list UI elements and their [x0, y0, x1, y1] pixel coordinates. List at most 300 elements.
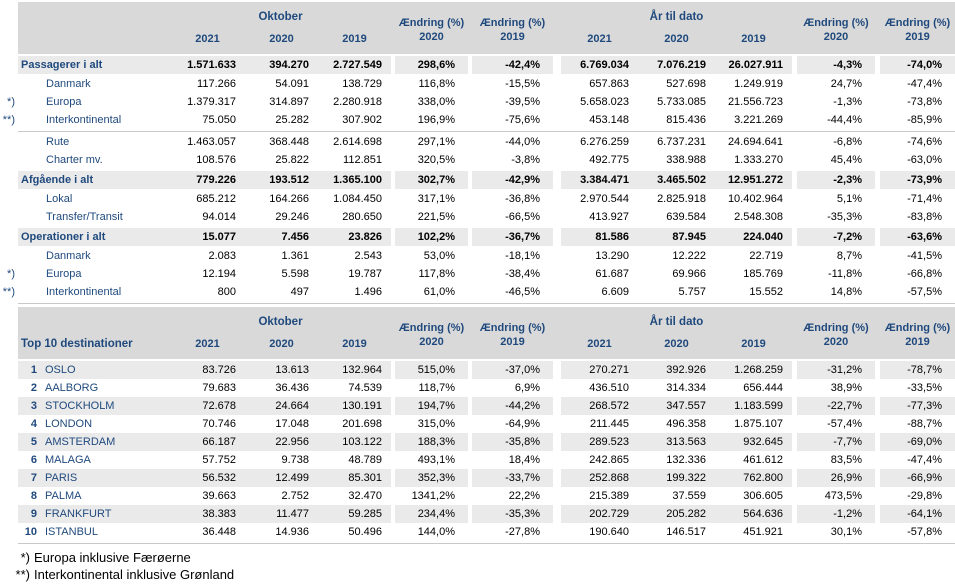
change-cell: -77,3% — [880, 397, 955, 415]
footnote-text: Interkontinental inklusive Grønland — [34, 567, 235, 582]
year-column-header: 2021 — [587, 337, 612, 350]
change-column-header — [880, 317, 955, 349]
footnote-marker: **) — [2, 286, 15, 298]
value-cell: 1.571.633 — [170, 56, 245, 74]
row-label — [18, 505, 170, 523]
value-cell: 117.266 — [197, 78, 236, 90]
change-cell: -63,6% — [880, 228, 955, 246]
value-cell: 12.194 — [202, 268, 236, 280]
month-group-header: Oktober — [258, 316, 303, 328]
change-cell: -36,8% — [505, 193, 540, 205]
footnote-marker — [0, 505, 18, 523]
top10-table-header — [0, 307, 955, 359]
value-cell: 5.658.023 — [580, 96, 629, 108]
change-cell: 6,9% — [514, 382, 540, 394]
value-cell: 75.050 — [202, 114, 236, 126]
group-gap — [553, 93, 561, 111]
footnote-marker — [0, 523, 18, 541]
change-cell: -1,2% — [797, 505, 875, 523]
destination-row — [0, 433, 955, 451]
group-gap — [553, 265, 561, 283]
year-column-header: 2020 — [269, 32, 294, 45]
footnote-marker — [0, 415, 18, 433]
change-cell: -66,8% — [907, 268, 942, 280]
change-cell: -6,8% — [833, 136, 862, 148]
change-cell: -18,1% — [505, 250, 540, 262]
value-cell: 54.091 — [275, 78, 309, 90]
value-cell: 215.389 — [589, 490, 629, 502]
value-cell: 26.027.911 — [715, 56, 792, 74]
footnote-marker — [0, 469, 18, 487]
top10-table-body — [0, 361, 955, 541]
data-row — [0, 93, 955, 111]
change-cell: 117,8% — [418, 268, 455, 280]
value-cell: 11.477 — [245, 505, 318, 523]
row-label — [18, 433, 170, 451]
value-cell: 2.083 — [208, 250, 236, 262]
change-year: 2020 — [823, 336, 849, 348]
row-label: Danmark — [46, 78, 91, 90]
footnote-interkontinental — [6, 566, 955, 583]
change-cell: 196,9% — [417, 114, 455, 126]
row-label — [18, 415, 170, 433]
top10-table — [0, 307, 955, 544]
value-cell: 657.863 — [589, 78, 629, 90]
change-cell: 338,0% — [417, 96, 455, 108]
change-column-header — [880, 12, 955, 44]
value-cell: 2.825.918 — [657, 193, 706, 205]
value-cell: 7.076.219 — [638, 56, 715, 74]
destination-name: AMSTERDAM — [45, 436, 116, 448]
value-cell: 1.365.100 — [318, 171, 391, 189]
change-cell: -22,7% — [797, 397, 875, 415]
ytd-group-header: År til dato — [649, 316, 704, 328]
value-cell: 14.936 — [275, 526, 309, 538]
value-cell: 685.212 — [196, 193, 236, 205]
change-year: 2019 — [905, 31, 930, 43]
change-cell: 30,1% — [830, 526, 862, 538]
value-cell: 307.902 — [342, 114, 382, 126]
footnote-marker — [0, 247, 18, 265]
change-cell: -29,8% — [907, 490, 942, 502]
data-row — [0, 111, 955, 129]
destination-row — [0, 451, 955, 469]
value-cell: 37.559 — [672, 490, 706, 502]
section-divider — [18, 131, 955, 132]
change-cell: 26,9% — [797, 469, 875, 487]
change-label: Ændring (%) — [398, 17, 465, 29]
change-cell: 298,6% — [395, 56, 468, 74]
change-cell: -44,2% — [472, 397, 553, 415]
change-year: 2019 — [500, 31, 525, 43]
value-cell: 132.336 — [666, 454, 706, 466]
value-cell: 451.921 — [743, 526, 783, 538]
value-cell: 6.737.231 — [657, 136, 706, 148]
row-label — [18, 487, 170, 505]
value-cell: 108.576 — [196, 154, 236, 166]
group-gap — [553, 151, 561, 169]
year-column-header: 2020 — [269, 337, 294, 350]
value-cell: 25.822 — [275, 154, 309, 166]
traffic-table — [0, 2, 955, 304]
change-cell: -7,7% — [797, 433, 875, 451]
value-cell: 193.512 — [245, 171, 318, 189]
destination-name: MALAGA — [45, 454, 91, 466]
group-gap — [553, 379, 561, 397]
change-column-header — [472, 12, 553, 44]
destination-name: STOCKHOLM — [45, 400, 115, 412]
year-column-header: 2021 — [195, 337, 220, 350]
row-label: Interkontinental — [46, 286, 122, 298]
value-cell: 1.496 — [354, 286, 382, 298]
change-cell: 144,0% — [417, 526, 455, 538]
change-cell: -15,5% — [505, 78, 540, 90]
footnote-marker — [0, 75, 18, 93]
row-label: Lokal — [46, 193, 73, 205]
group-gap — [553, 247, 561, 265]
change-cell: -47,4% — [907, 454, 942, 466]
value-cell: 50.496 — [348, 526, 382, 538]
change-cell: -1,3% — [833, 96, 862, 108]
group-gap — [553, 415, 561, 433]
group-gap — [553, 190, 561, 208]
value-cell: 190.640 — [589, 526, 629, 538]
value-cell: 2.614.698 — [333, 136, 382, 148]
table-bottom-border — [18, 303, 955, 304]
change-cell: -11,8% — [827, 268, 862, 280]
rank-number: 3 — [30, 400, 37, 412]
change-cell: -85,9% — [907, 114, 942, 126]
value-cell: 10.402.964 — [727, 193, 783, 205]
value-cell: 3.465.502 — [638, 171, 715, 189]
value-cell: 2.727.549 — [318, 56, 391, 74]
change-cell: -33,5% — [907, 382, 942, 394]
change-cell: -73,9% — [880, 171, 955, 189]
data-row — [0, 283, 955, 301]
value-cell: 17.048 — [275, 418, 309, 430]
destination-name: AALBORG — [45, 382, 99, 394]
change-cell: -83,8% — [907, 211, 942, 223]
value-cell: 38.383 — [170, 505, 245, 523]
value-cell: 932.645 — [715, 433, 792, 451]
change-cell: -2,3% — [797, 171, 875, 189]
value-cell: 1.379.317 — [187, 96, 236, 108]
change-cell: -78,7% — [880, 361, 955, 379]
change-cell: 5,1% — [836, 193, 862, 205]
change-year: 2020 — [823, 31, 849, 43]
group-gap — [553, 397, 561, 415]
change-cell: -44,4% — [827, 114, 862, 126]
change-label: Ændring (%) — [884, 322, 951, 334]
group-gap — [553, 523, 561, 541]
value-cell: 6.769.034 — [561, 56, 638, 74]
value-cell: 15.552 — [749, 286, 783, 298]
value-cell: 497 — [290, 286, 309, 298]
destination-row — [0, 415, 955, 433]
value-cell: 2.543 — [354, 250, 382, 262]
change-column-header — [797, 12, 875, 44]
data-row — [0, 247, 955, 265]
value-cell: 83.726 — [170, 361, 245, 379]
footnote-marker: *) — [7, 268, 15, 280]
change-cell: -3,8% — [511, 154, 540, 166]
year-column-header: 2019 — [741, 337, 766, 350]
change-cell: -57,4% — [827, 418, 862, 430]
change-label: Ændring (%) — [803, 322, 869, 334]
data-row — [0, 208, 955, 226]
footnote-marker — [0, 433, 18, 451]
footnote-marker — [0, 379, 18, 397]
year-column-header: 2021 — [195, 32, 220, 45]
value-cell: 32.470 — [348, 490, 382, 502]
value-cell: 413.927 — [589, 211, 629, 223]
value-cell: 461.612 — [743, 454, 783, 466]
footnote-europa — [6, 549, 955, 566]
value-cell: 7.456 — [245, 228, 318, 246]
header-spacer — [0, 2, 170, 54]
destination-name: FRANKFURT — [45, 508, 112, 520]
footnotes — [0, 549, 955, 583]
value-cell: 29.246 — [275, 211, 309, 223]
value-cell: 12.499 — [245, 469, 318, 487]
value-cell: 56.532 — [170, 469, 245, 487]
change-cell: 24,7% — [830, 78, 862, 90]
value-cell: 1.183.599 — [715, 397, 792, 415]
value-cell: 87.945 — [638, 228, 715, 246]
data-row — [0, 151, 955, 169]
change-cell: -63,0% — [907, 154, 942, 166]
value-cell: 392.926 — [638, 361, 715, 379]
value-cell: 205.282 — [638, 505, 715, 523]
rank-number: 7 — [30, 472, 37, 484]
value-cell: 3.384.471 — [561, 171, 638, 189]
data-row — [0, 75, 955, 93]
value-cell: 639.584 — [666, 211, 706, 223]
group-gap — [553, 133, 561, 151]
footnote-marker — [0, 190, 18, 208]
group-gap — [553, 208, 561, 226]
value-cell: 70.746 — [202, 418, 236, 430]
footnote-marker — [0, 208, 18, 226]
group-gap — [553, 56, 561, 74]
change-cell: 1341,2% — [411, 490, 455, 502]
value-cell: 132.964 — [318, 361, 391, 379]
change-cell: -41,5% — [907, 250, 942, 262]
footnote-marker: *) — [7, 96, 15, 108]
group-gap — [553, 75, 561, 93]
change-column-header — [395, 12, 468, 44]
change-cell: -66,5% — [505, 211, 540, 223]
value-cell: 252.868 — [561, 469, 638, 487]
row-label — [18, 469, 170, 487]
group-gap — [553, 228, 561, 246]
value-cell: 15.077 — [170, 228, 245, 246]
value-cell: 66.187 — [170, 433, 245, 451]
change-cell: 18,4% — [508, 454, 540, 466]
change-cell: 45,4% — [830, 154, 862, 166]
change-cell: 317,1% — [417, 193, 455, 205]
row-label: Passagerer i alt — [18, 56, 170, 74]
change-cell: -31,2% — [797, 361, 875, 379]
value-cell: 201.698 — [342, 418, 382, 430]
change-label: Ændring (%) — [479, 17, 546, 29]
destination-name: ISTANBUL — [45, 526, 98, 538]
change-cell: -4,3% — [797, 56, 875, 74]
change-cell: -57,5% — [907, 286, 942, 298]
value-cell: 5.598 — [281, 268, 309, 280]
year-column-header: 2019 — [342, 337, 367, 350]
ytd-group-header: År til dato — [649, 11, 704, 23]
year-column-header: 2021 — [587, 32, 612, 45]
change-cell: -74,0% — [880, 56, 955, 74]
value-cell: 368.448 — [269, 136, 309, 148]
change-cell: -36,7% — [472, 228, 553, 246]
change-cell: -37,0% — [472, 361, 553, 379]
value-cell: 347.557 — [638, 397, 715, 415]
change-cell: 234,4% — [395, 505, 468, 523]
value-cell: 1.361 — [281, 250, 309, 262]
change-cell: 315,0% — [417, 418, 455, 430]
value-cell: 1.268.259 — [715, 361, 792, 379]
rank-number: 10 — [24, 526, 37, 538]
change-cell: 116,8% — [418, 78, 455, 90]
value-cell: 242.865 — [589, 454, 629, 466]
change-cell: 118,7% — [418, 382, 455, 394]
value-cell: 564.636 — [715, 505, 792, 523]
change-cell: 14,8% — [830, 286, 862, 298]
value-cell: 2.970.544 — [580, 193, 629, 205]
row-label: Europa — [46, 96, 82, 108]
footnote-marker — [0, 133, 18, 151]
value-cell: 12.951.272 — [715, 171, 792, 189]
change-cell: 221,5% — [417, 211, 455, 223]
value-cell: 103.122 — [318, 433, 391, 451]
change-column-header — [472, 317, 553, 349]
row-label: Europa — [46, 268, 82, 280]
value-cell: 24.664 — [245, 397, 318, 415]
value-cell: 280.650 — [342, 211, 382, 223]
change-cell: 102,2% — [395, 228, 468, 246]
change-label: Ændring (%) — [479, 322, 546, 334]
traffic-table-header — [0, 2, 955, 54]
row-label: Afgående i alt — [18, 171, 170, 189]
group-gap — [553, 111, 561, 129]
summary-row — [0, 171, 955, 189]
change-cell: 83,5% — [830, 454, 862, 466]
row-label — [18, 397, 170, 415]
value-cell: 1.084.450 — [333, 193, 382, 205]
value-cell: 22.956 — [245, 433, 318, 451]
destination-name: LONDON — [45, 418, 93, 430]
change-cell: -57,8% — [907, 526, 942, 538]
group-gap — [553, 469, 561, 487]
value-cell: 3.221.269 — [734, 114, 783, 126]
row-label — [18, 523, 170, 541]
change-cell: -46,5% — [505, 286, 540, 298]
value-cell: 1.249.919 — [734, 78, 783, 90]
change-cell: 302,7% — [395, 171, 468, 189]
destination-row — [0, 523, 955, 541]
footnote-marker: **) — [15, 567, 30, 582]
row-label: Operationer i alt — [18, 228, 170, 246]
change-cell: -69,0% — [880, 433, 955, 451]
rank-number: 6 — [30, 454, 37, 466]
value-cell: 74.539 — [348, 382, 382, 394]
value-cell: 61.687 — [595, 268, 629, 280]
change-cell: 22,2% — [508, 490, 540, 502]
change-cell: 53,0% — [423, 250, 455, 262]
destination-row — [0, 361, 955, 379]
footnote-marker — [0, 151, 18, 169]
value-cell: 24.694.641 — [727, 136, 783, 148]
value-cell: 5.757 — [678, 286, 706, 298]
value-cell: 22.719 — [749, 250, 783, 262]
top10-title: Top 10 destinationer — [21, 337, 133, 350]
value-cell: 23.826 — [318, 228, 391, 246]
value-cell: 48.789 — [348, 454, 382, 466]
row-label — [18, 361, 170, 379]
group-gap — [553, 487, 561, 505]
value-cell: 12.222 — [672, 250, 706, 262]
group-gap — [553, 505, 561, 523]
row-label — [18, 379, 170, 397]
value-cell: 138.729 — [342, 78, 382, 90]
destination-row — [0, 469, 955, 487]
value-cell: 202.729 — [561, 505, 638, 523]
destination-row — [0, 505, 955, 523]
year-column-header: 2019 — [342, 32, 367, 45]
group-gap — [553, 451, 561, 469]
footnote-marker — [0, 361, 18, 379]
value-cell: 130.191 — [318, 397, 391, 415]
value-cell: 800 — [217, 286, 236, 298]
change-year: 2019 — [500, 336, 525, 348]
value-cell: 1.875.107 — [734, 418, 783, 430]
value-cell: 25.282 — [275, 114, 309, 126]
change-cell: -27,8% — [505, 526, 540, 538]
destination-name: OSLO — [45, 364, 76, 376]
change-cell: -74,6% — [907, 136, 942, 148]
change-cell: 194,7% — [395, 397, 468, 415]
value-cell: 59.285 — [318, 505, 391, 523]
value-cell: 146.517 — [666, 526, 706, 538]
rank-number: 4 — [30, 418, 37, 430]
change-cell: 188,3% — [395, 433, 468, 451]
summary-row — [0, 228, 955, 246]
rank-number: 9 — [30, 508, 37, 520]
footnote-marker: **) — [2, 114, 15, 126]
value-cell: 1.463.057 — [187, 136, 236, 148]
value-cell: 779.226 — [170, 171, 245, 189]
change-year: 2020 — [419, 336, 444, 348]
rank-number: 2 — [30, 382, 37, 394]
change-cell: -42,9% — [472, 171, 553, 189]
group-gap — [553, 433, 561, 451]
table-bottom-border — [18, 543, 955, 544]
destination-row — [0, 379, 955, 397]
change-cell: -66,9% — [880, 469, 955, 487]
change-column-header — [395, 317, 468, 349]
row-label: Rute — [46, 136, 70, 148]
row-label — [18, 451, 170, 469]
change-cell: 515,0% — [395, 361, 468, 379]
change-cell: -38,4% — [505, 268, 540, 280]
value-cell: 5.733.085 — [657, 96, 706, 108]
value-cell: 2.548.308 — [734, 211, 783, 223]
value-cell: 79.683 — [202, 382, 236, 394]
row-label: Transfer/Transit — [46, 211, 123, 223]
value-cell: 268.572 — [561, 397, 638, 415]
